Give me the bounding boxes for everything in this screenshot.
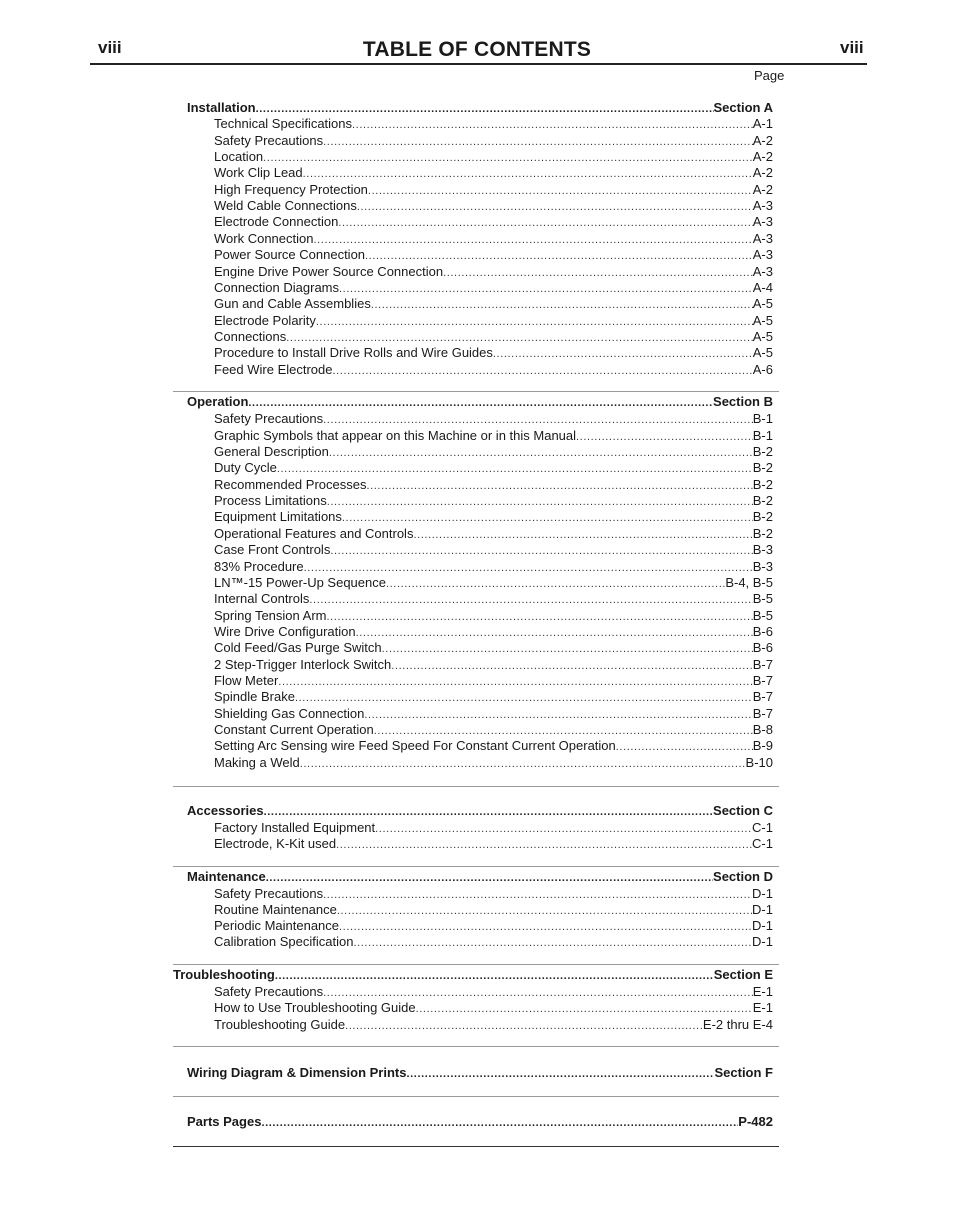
toc-entry[interactable] — [214, 984, 773, 1000]
entry-label: Calibration Specification — [214, 934, 354, 950]
dot-leader — [256, 101, 714, 117]
entry-page: B-5 — [752, 591, 773, 607]
entry-label: Connections — [214, 328, 287, 344]
toc-entry[interactable] — [214, 918, 773, 934]
section-divider — [173, 1146, 779, 1147]
entry-label: Troubleshooting Guide — [214, 1016, 346, 1032]
entry-page: A-3 — [752, 230, 773, 246]
entry-page: A-1 — [752, 116, 773, 132]
dot-leader — [261, 1115, 738, 1131]
section-divider — [173, 1046, 779, 1047]
toc-entry[interactable] — [214, 411, 773, 427]
entry-page: B-6 — [752, 623, 773, 639]
dot-leader — [248, 395, 713, 411]
dot-leader — [323, 134, 753, 150]
dot-leader — [295, 690, 753, 706]
entry-page: A-3 — [752, 198, 773, 214]
toc-entry[interactable] — [214, 264, 773, 280]
entry-label: Engine Drive Power Source Connection — [214, 263, 444, 279]
toc-entry[interactable] — [214, 182, 773, 198]
entry-page: A-5 — [752, 328, 773, 344]
toc-entry[interactable] — [214, 165, 773, 181]
section-page: Section C — [713, 803, 773, 818]
section-heading-accessories[interactable] — [187, 803, 773, 819]
toc-entry[interactable] — [214, 133, 773, 149]
entry-label: Process Limitations — [214, 493, 327, 509]
entry-page: B-1 — [752, 427, 773, 443]
entry-page: E-1 — [752, 1000, 773, 1015]
dot-leader — [304, 560, 753, 576]
entry-label: Feed Wire Electrode — [214, 361, 333, 377]
entry-label: Shielding Gas Connection — [214, 705, 365, 721]
toc-entry[interactable] — [214, 657, 773, 673]
dot-leader — [327, 609, 753, 625]
entry-label: Location — [214, 149, 264, 164]
entry-page: A-5 — [752, 296, 773, 312]
entry-label: Work Connection — [214, 230, 314, 246]
toc-entry[interactable] — [214, 934, 773, 950]
dot-leader — [339, 919, 752, 935]
toc-entry[interactable] — [214, 591, 773, 607]
entry-page: D-1 — [752, 901, 773, 917]
toc-entry[interactable] — [214, 509, 773, 525]
entry-page: B-2 — [752, 493, 773, 509]
dot-leader — [356, 625, 753, 641]
section-title: Installation — [187, 100, 256, 115]
section-heading-troubleshooting[interactable] — [173, 967, 773, 983]
entry-label: Duty Cycle — [214, 460, 277, 476]
dot-leader — [382, 641, 753, 657]
entry-label: Work Clip Lead — [214, 165, 303, 181]
toc-entry[interactable] — [214, 820, 773, 836]
toc-entry[interactable] — [214, 313, 773, 329]
section-page: Section B — [713, 394, 773, 409]
dot-leader — [374, 723, 753, 739]
toc-entry[interactable] — [214, 706, 773, 722]
entry-page: A-2 — [752, 165, 773, 181]
entry-label: Routine Maintenance — [214, 901, 337, 917]
entry-label: Wire Drive Configuration — [214, 623, 356, 639]
entry-page: A-3 — [752, 214, 773, 230]
entry-label: Safety Precautions — [214, 885, 324, 901]
page-number-left: viii — [98, 38, 122, 57]
dot-leader — [338, 215, 752, 231]
entry-page: B-8 — [752, 722, 773, 737]
toc-entry[interactable] — [214, 149, 773, 165]
section-heading-wiring-diagram[interactable] — [187, 1065, 773, 1081]
section-heading-maintenance[interactable] — [187, 869, 773, 885]
dot-leader — [277, 461, 753, 477]
dot-leader — [309, 592, 752, 608]
entry-page: B-2 — [752, 476, 773, 492]
entry-label: Technical Specifications — [214, 116, 353, 132]
toc-entry[interactable] — [214, 460, 773, 476]
dot-leader — [327, 494, 753, 510]
entry-page: B-7 — [752, 689, 773, 705]
section-divider — [173, 786, 779, 787]
entry-page: A-3 — [752, 247, 773, 263]
entry-label: Electrode Connection — [214, 214, 339, 230]
dot-leader — [353, 935, 752, 951]
entry-page: B-1 — [752, 411, 773, 427]
toc-entry[interactable] — [214, 755, 773, 771]
toc-entry[interactable] — [214, 345, 773, 361]
dot-leader — [339, 281, 753, 297]
dot-leader — [316, 314, 753, 330]
toc-entry[interactable] — [214, 231, 773, 247]
dot-leader — [323, 985, 753, 1001]
dot-leader — [375, 821, 752, 837]
section-page: Section D — [713, 869, 773, 884]
section-heading-installation[interactable] — [187, 100, 773, 116]
entry-label: Weld Cable Connections — [214, 198, 357, 214]
dot-leader — [364, 707, 752, 723]
toc-entry[interactable] — [214, 886, 773, 902]
entry-label: General Description — [214, 444, 329, 459]
toc-entry[interactable] — [214, 329, 773, 345]
toc-entry[interactable] — [214, 296, 773, 312]
entry-label: Spring Tension Arm — [214, 607, 327, 623]
entry-label: Electrode, K-Kit used — [214, 836, 337, 851]
page-number-right: viii — [840, 38, 864, 57]
toc-entry[interactable] — [214, 526, 773, 542]
entry-page: C-1 — [752, 836, 773, 851]
dot-leader — [352, 117, 753, 133]
entry-page: C-1 — [752, 820, 773, 835]
toc-entry[interactable] — [214, 116, 773, 132]
entry-label: LN™-15 Power-Up Sequence — [214, 574, 386, 590]
toc-entry[interactable] — [214, 493, 773, 509]
entry-page: B-6 — [752, 640, 773, 656]
toc-entry[interactable] — [214, 640, 773, 656]
entry-label: Cold Feed/Gas Purge Switch — [214, 640, 382, 656]
section-divider — [173, 964, 779, 965]
entry-page: B-2 — [752, 444, 773, 459]
section-title: Parts Pages — [187, 1114, 262, 1129]
entry-label: Operational Features and Controls — [214, 525, 414, 541]
entry-label: Flow Meter — [214, 672, 279, 688]
toc-entry[interactable] — [214, 1017, 773, 1033]
entry-page: B-2 — [752, 525, 773, 541]
entry-label: Setting Arc Sensing wire Feed Speed For Constant Current Operation — [214, 738, 616, 754]
dot-leader — [391, 658, 753, 674]
dot-leader — [342, 510, 753, 526]
section-divider — [173, 391, 779, 392]
section-title: Wiring Diagram & Dimension Prints — [187, 1065, 407, 1080]
entry-label: Constant Current Operation — [214, 722, 374, 737]
entry-page: B-10 — [745, 754, 773, 770]
section-divider — [173, 866, 779, 867]
entry-label: Recommended Processes — [214, 476, 367, 492]
entry-page: E-1 — [752, 983, 773, 999]
dot-leader — [337, 903, 752, 919]
section-title: Operation — [187, 394, 249, 409]
section-page: Section F — [714, 1065, 773, 1080]
entry-page: B-7 — [752, 672, 773, 688]
entry-page: B-9 — [752, 738, 773, 754]
page-column-label: Page — [754, 68, 785, 83]
section-page: P-482 — [738, 1114, 773, 1129]
entry-label: High Frequency Protection — [214, 181, 368, 197]
entry-page: B-2 — [752, 509, 773, 525]
toc-entry[interactable] — [214, 444, 773, 460]
entry-page: D-1 — [752, 885, 773, 901]
entry-page: A-2 — [752, 149, 773, 164]
dot-leader — [286, 330, 752, 346]
dot-leader — [365, 248, 753, 264]
dot-leader — [266, 870, 713, 886]
entry-label: Periodic Maintenance — [214, 918, 340, 934]
toc-entry[interactable] — [214, 362, 773, 378]
toc-entry[interactable] — [214, 902, 773, 918]
dot-leader — [263, 150, 753, 166]
toc-entry[interactable] — [214, 247, 773, 263]
dot-leader — [300, 756, 746, 772]
toc-entry[interactable] — [214, 280, 773, 296]
dot-leader — [413, 527, 752, 543]
dot-leader — [275, 968, 714, 984]
toc-entry[interactable] — [214, 575, 773, 591]
dot-leader — [406, 1066, 714, 1082]
entry-page: A-2 — [752, 132, 773, 148]
dot-leader — [329, 445, 753, 461]
entry-page: A-5 — [752, 345, 773, 361]
entry-label: Case Front Controls — [214, 542, 331, 558]
dot-leader — [371, 297, 753, 313]
dot-leader — [416, 1001, 753, 1017]
entry-page: B-3 — [752, 558, 773, 574]
toc-entry[interactable] — [214, 738, 773, 754]
section-divider — [173, 1096, 779, 1097]
entry-page: A-5 — [752, 312, 773, 328]
section-title: Maintenance — [187, 869, 266, 884]
entry-page: A-6 — [752, 361, 773, 377]
entry-label: Electrode Polarity — [214, 312, 316, 328]
toc-entry[interactable] — [214, 428, 773, 444]
entry-page: A-3 — [752, 263, 773, 279]
toc-entry[interactable] — [214, 542, 773, 558]
entry-page: E-2 thru E-4 — [702, 1016, 773, 1032]
entry-label: Factory Installed Equipment — [214, 820, 376, 835]
entry-page: A-2 — [752, 181, 773, 197]
entry-label: Graphic Symbols that appear on this Machine or in this Manual — [214, 427, 577, 443]
section-heading-parts-pages[interactable] — [187, 1114, 773, 1130]
page-title: TABLE OF CONTENTS — [362, 38, 592, 61]
dot-leader — [323, 887, 752, 903]
entry-label: Internal Controls — [214, 591, 310, 607]
dot-leader — [493, 346, 753, 362]
dot-leader — [336, 837, 752, 853]
entry-label: Gun and Cable Assemblies — [214, 296, 371, 312]
entry-label: Spindle Brake — [214, 689, 295, 705]
entry-label: Safety Precautions — [214, 411, 324, 427]
entry-label: Safety Precautions — [214, 132, 324, 148]
entry-page: A-4 — [752, 279, 773, 295]
toc-entry[interactable] — [214, 198, 773, 214]
entry-page: B-5 — [752, 607, 773, 623]
entry-label: Procedure to Install Drive Rolls and Wire Guides — [214, 345, 493, 361]
dot-leader — [443, 265, 753, 281]
header-rule — [90, 63, 867, 65]
entry-page: B-7 — [752, 656, 773, 672]
entry-label: Connection Diagrams — [214, 279, 340, 295]
entry-label: Making a Weld — [214, 754, 300, 770]
dot-leader — [366, 478, 752, 494]
entry-page: B-7 — [752, 705, 773, 721]
toc-entry[interactable] — [214, 559, 773, 575]
toc-entry[interactable] — [214, 477, 773, 493]
dot-leader — [333, 363, 753, 379]
section-page: Section E — [713, 967, 773, 982]
section-title: Troubleshooting — [173, 967, 275, 982]
toc-entry[interactable] — [214, 689, 773, 705]
dot-leader — [386, 576, 725, 592]
dot-leader — [278, 674, 752, 690]
dot-leader — [303, 166, 753, 182]
entry-label: Safety Precautions — [214, 983, 324, 999]
toc-entry[interactable] — [214, 608, 773, 624]
section-heading-operation[interactable] — [187, 394, 773, 410]
toc-entry[interactable] — [214, 673, 773, 689]
toc-entry[interactable] — [214, 722, 773, 738]
entry-label: 83% Procedure — [214, 558, 304, 574]
entry-page: B-3 — [752, 542, 773, 558]
entry-page: D-1 — [752, 934, 773, 950]
entry-page: B-2 — [752, 460, 773, 476]
toc-entry[interactable] — [214, 836, 773, 852]
dot-leader — [264, 804, 713, 820]
dot-leader — [368, 183, 753, 199]
entry-label: Power Source Connection — [214, 247, 366, 263]
dot-leader — [345, 1018, 703, 1034]
entry-page: D-1 — [752, 918, 773, 934]
dot-leader — [616, 739, 753, 755]
entry-label: How to Use Troubleshooting Guide — [214, 1000, 416, 1015]
dot-leader — [330, 543, 752, 559]
dot-leader — [313, 232, 752, 248]
entry-label: 2 Step-Trigger Interlock Switch — [214, 656, 392, 672]
toc-entry[interactable] — [214, 214, 773, 230]
section-page: Section A — [713, 100, 773, 115]
dot-leader — [323, 412, 753, 428]
dot-leader — [576, 429, 753, 445]
toc-entry[interactable] — [214, 1000, 773, 1016]
entry-label: Equipment Limitations — [214, 509, 342, 525]
dot-leader — [357, 199, 753, 215]
section-title: Accessories — [187, 803, 264, 818]
entry-page: B-4, B-5 — [725, 574, 773, 590]
toc-entry[interactable] — [214, 624, 773, 640]
